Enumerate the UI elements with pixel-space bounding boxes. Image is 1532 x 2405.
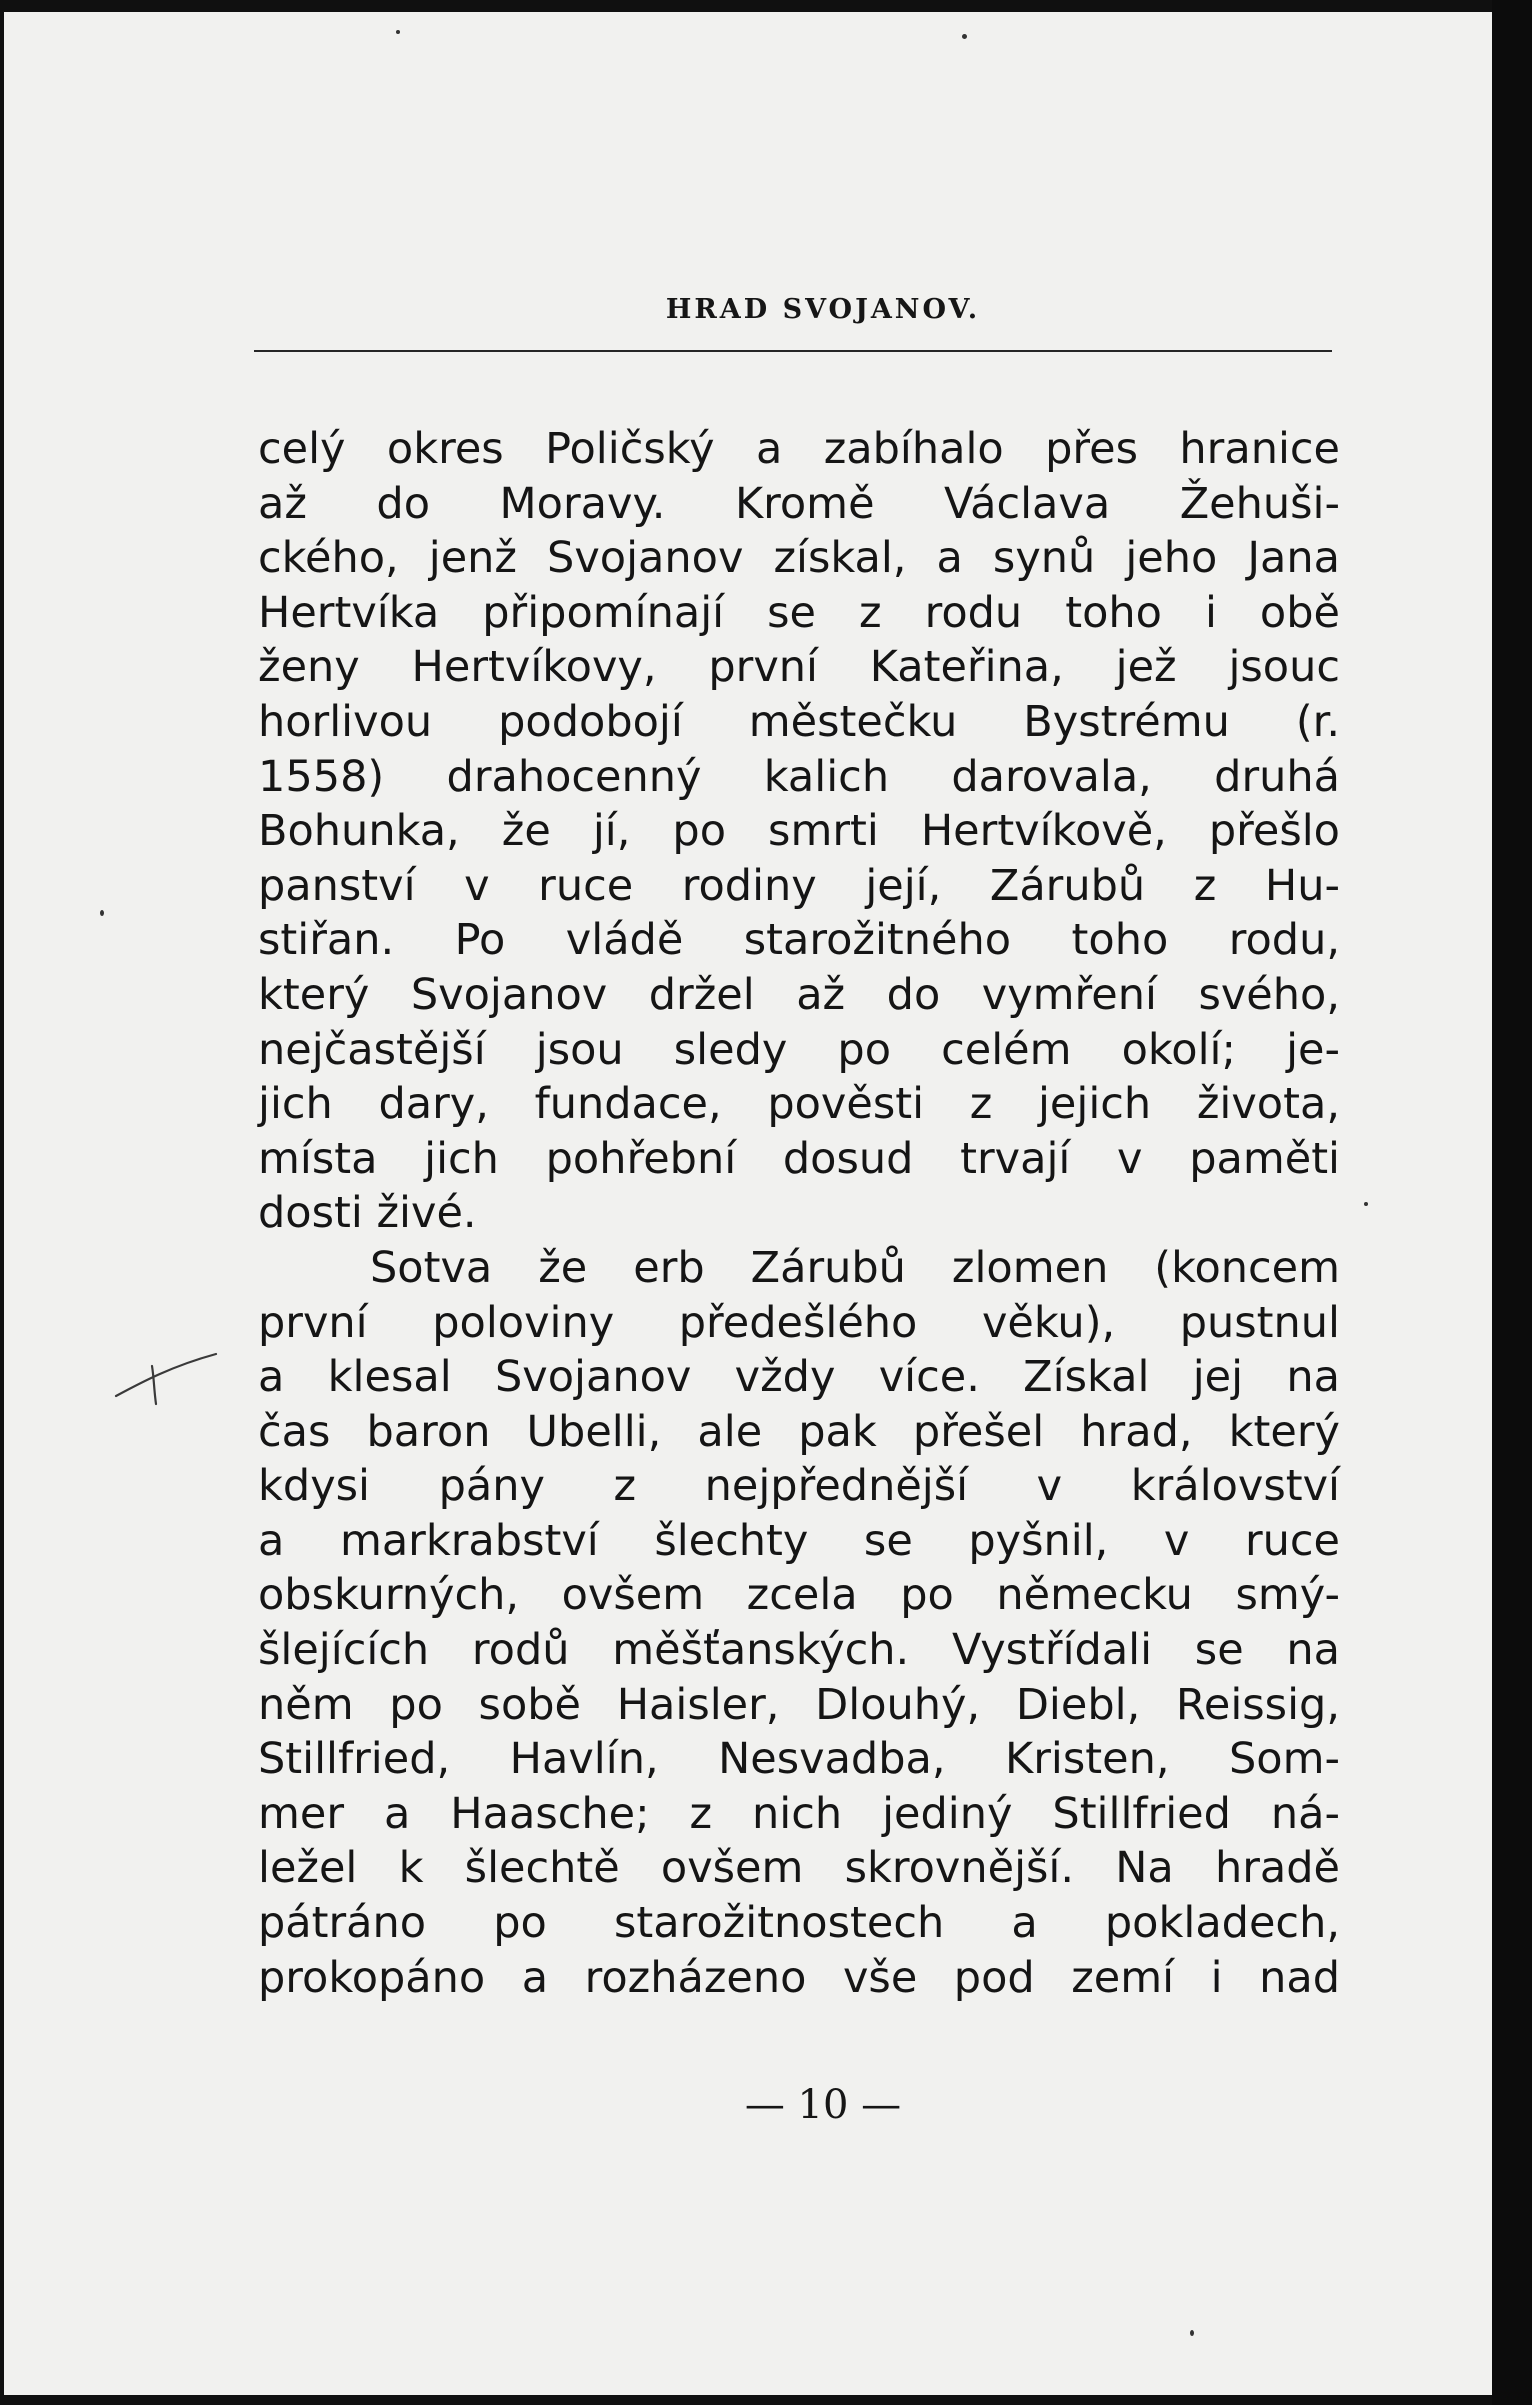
header-rule	[254, 350, 1332, 352]
text-line: až do Moravy. Kromě Václava Žehuši-	[258, 478, 1340, 529]
text-line: nejčastější jsou sledy po celém okolí; je-	[258, 1024, 1340, 1075]
text-line: a markrabství šlechty se pyšnil, v ruce	[258, 1515, 1340, 1566]
text-line: stiřan. Po vládě starožitného toho rodu,	[258, 915, 1340, 966]
text-line: ležel k šlechtě ovšem skrovnější. Na hradě	[258, 1843, 1340, 1894]
paper-speck	[1364, 1202, 1368, 1206]
text-line: Sotva že erb Zárubů zlomen (koncem	[370, 1242, 1340, 1293]
text-line: obskurných, ovšem zcela po německu smý-	[258, 1570, 1340, 1621]
text-line: ženy Hertvíkovy, první Kateřina, jež jsouc	[258, 642, 1340, 693]
text-line: pátráno po starožitnostech a pokladech,	[258, 1898, 1340, 1949]
text-line: něm po sobě Haisler, Dlouhý, Diebl, Reissig,	[258, 1679, 1340, 1730]
text-line: kdysi pány z nejpřednější v království	[258, 1461, 1340, 1512]
text-line: místa jich pohřební dosud trvají v paměti	[258, 1133, 1340, 1184]
paper-speck	[100, 910, 104, 916]
text-line: čas baron Ubelli, ale pak přešel hrad, který	[258, 1406, 1340, 1457]
paper-speck	[962, 34, 967, 39]
text-line: ckého, jenž Svojanov získal, a synů jeho Jana	[258, 533, 1340, 584]
text-line: šlejících rodů měšťanských. Vystřídali se na	[258, 1625, 1340, 1676]
text-line: Bohunka, že jí, po smrti Hertvíkově, přešlo	[258, 806, 1340, 857]
running-head-title: HRAD SVOJANOV.	[665, 294, 981, 325]
text-line: 1558) drahocenný kalich darovala, druhá	[258, 751, 1340, 802]
paper-speck	[1190, 2330, 1194, 2336]
text-line: panství v ruce rodiny její, Zárubů z Hu-	[258, 860, 1340, 911]
text-line: celý okres Poličský a zabíhalo přes hranice	[258, 424, 1340, 474]
text-line: horlivou podobojí městečku Bystrému (r.	[258, 696, 1340, 747]
text-line: první poloviny předešlého věku), pustnul	[258, 1297, 1340, 1348]
paper-speck	[396, 30, 400, 34]
text-line: jich dary, fundace, pověsti z jejich života,	[258, 1079, 1340, 1130]
book-page	[4, 12, 1492, 2395]
text-line: dosti živé.	[258, 1188, 477, 1239]
page-number: — 10 —	[744, 2082, 902, 2128]
pencil-mark-icon	[112, 1330, 222, 1410]
body-text	[258, 422, 1340, 2005]
text-line: Hertvíka připomínají se z rodu toho i obě	[258, 587, 1340, 638]
text-line: prokopáno a rozházeno vše pod zemí i nad	[258, 1952, 1340, 2003]
text-line: Stillfried, Havlín, Nesvadba, Kristen, Som-	[258, 1734, 1340, 1785]
scan-border	[1492, 0, 1532, 2405]
text-line: mer a Haasche; z nich jediný Stillfried ná-	[258, 1788, 1340, 1839]
text-line: a klesal Svojanov vždy více. Získal jej na	[258, 1352, 1340, 1403]
text-line: který Svojanov držel až do vymření svého,	[258, 969, 1340, 1020]
